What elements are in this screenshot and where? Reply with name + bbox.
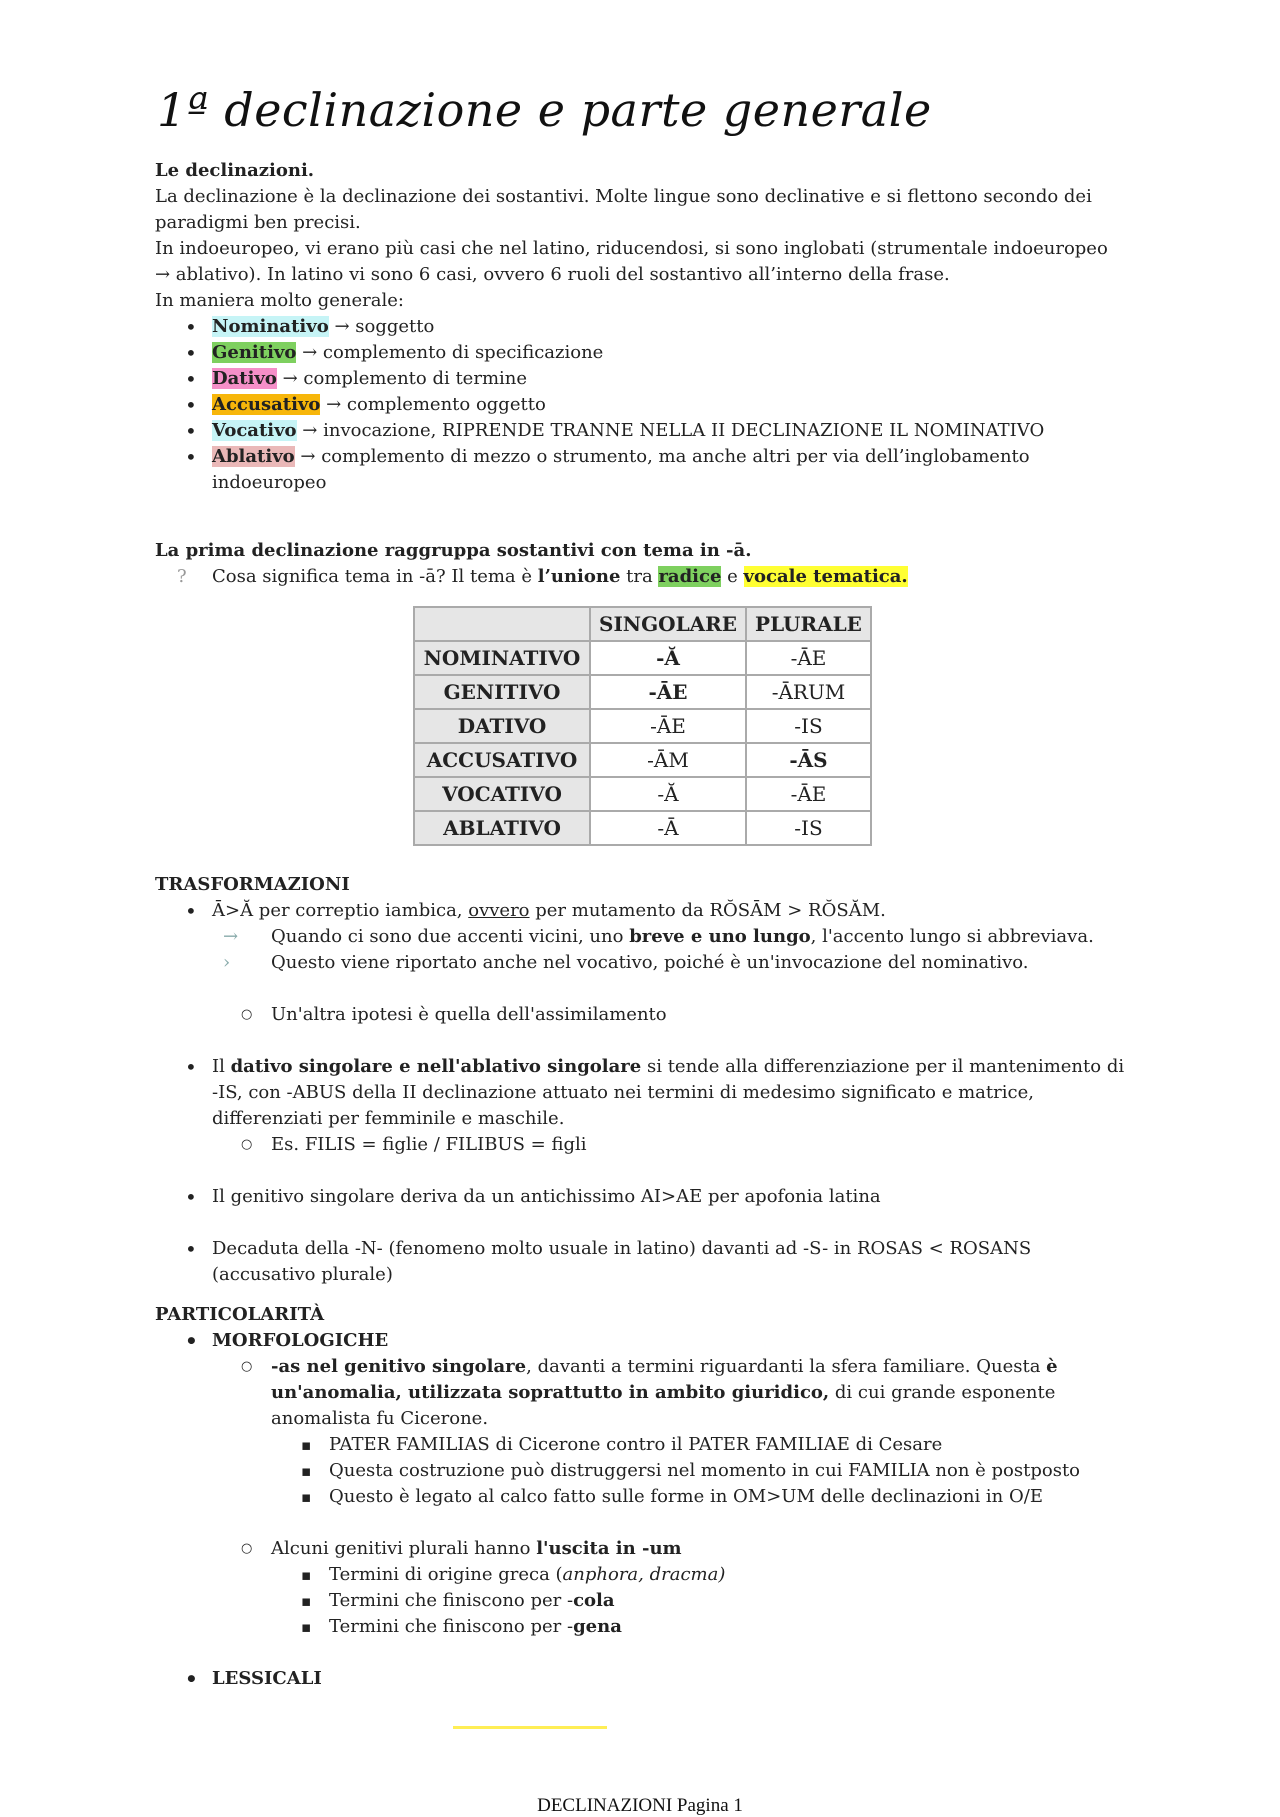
case-name: Ablativo (212, 446, 295, 467)
intro-paragraph-3: In maniera molto generale: (155, 290, 404, 311)
list-item: ▪ Questa costruzione può distruggersi nel momento in cui FAMILIA non è postposto (155, 1458, 1125, 1484)
list-item: • Ā>Ă per correptio iambica, ovvero per mutamento da RŎSĀM > RŎSĂM. (155, 898, 1125, 924)
vocale-highlight: vocale tematica. (743, 566, 908, 587)
cell-singular: -Ă (590, 777, 746, 811)
intro-paragraph-1: La declinazione è la declinazione dei sostantivi. Molte lingue sono declinative e si flettono secondo dei paradigmi ben precisi. (155, 186, 1092, 233)
arrow-item: → Quando ci sono due accenti vicini, uno breve e uno lungo, l'accento lungo si abbreviava. (155, 924, 1125, 950)
row-header: ABLATIVO (414, 811, 590, 845)
table-row (414, 709, 871, 743)
list-item: ○ -as nel genitivo singolare, davanti a termini riguardanti la sfera familiare. Questa è un'anomalia, utilizzata soprattutto in ambito giuridico, di cui grande esponente anomalista fu Cicerone. (155, 1354, 1125, 1432)
question-mark-icon: ? (177, 566, 187, 587)
list-item: ▪ Questo è legato al calco fatto sulle forme in OM>UM delle declinazioni in O/E (155, 1484, 1125, 1510)
list-item (155, 366, 1125, 392)
case-name: Accusativo (212, 394, 321, 415)
list-item (155, 314, 1125, 340)
page-footer: DECLINAZIONI Pagina 1 (537, 1795, 743, 1816)
list-item: ○ Un'altra ipotesi è quella dell'assimilamento (155, 1002, 1125, 1028)
cell-plural: -ĀE (746, 641, 871, 675)
document-page (155, 60, 1125, 1692)
cell-singular: -ĀM (590, 743, 746, 777)
trasformazioni-list (155, 898, 1125, 1288)
list-item: • Il genitivo singolare deriva da un antichissimo AI>AE per apofonia latina (155, 1184, 1125, 1210)
declension-table (413, 606, 872, 846)
case-desc: → invocazione, RIPRENDE TRANNE NELLA II DECLINAZIONE IL NOMINATIVO (302, 420, 1045, 441)
particolarita-list (155, 1328, 1125, 1692)
table-header (414, 607, 590, 641)
row-header: ACCUSATIVO (414, 743, 590, 777)
table-header: SINGOLARE (590, 607, 746, 641)
chevron-right-icon: › (223, 952, 231, 973)
list-item (155, 340, 1125, 366)
list-item (155, 444, 1125, 496)
case-name: Nominativo (212, 316, 329, 337)
list-item: • Decaduta della -N- (fenomeno molto usuale in latino) davanti ad -S- in ROSAS < ROSANS (accusativo plurale) (155, 1236, 1125, 1288)
list-item (155, 418, 1125, 444)
table-header: PLURALE (746, 607, 871, 641)
cell-singular: -Ā (590, 811, 746, 845)
list-item: ○ Alcuni genitivi plurali hanno l'uscita in -um (155, 1536, 1125, 1562)
question-bold: l’unione (537, 566, 621, 587)
arrow-item: › Questo viene riportato anche nel vocativo, poiché è un'invocazione del nominativo. (155, 950, 1125, 976)
row-header: VOCATIVO (414, 777, 590, 811)
list-item: • LESSICALI (155, 1666, 1125, 1692)
list-item (155, 392, 1125, 418)
list-item: ▪ Termini di origine greca (anphora, dracma) (155, 1562, 1125, 1588)
question-text: e (721, 566, 744, 587)
list-item: • Il dativo singolare e nell'ablativo singolare si tende alla differenziazione per il mantenimento di -IS, con -ABUS della II declinazione attuato nei termini di medesimo significato e matrice, differenziati per femminile e maschile. (155, 1054, 1125, 1132)
highlight-line (453, 1726, 607, 1729)
question-text: tra (620, 566, 659, 587)
radice-highlight: radice (658, 566, 722, 587)
cell-singular: -ĀE (590, 675, 746, 709)
intro-paragraph-2: In indoeuropeo, vi erano più casi che nel latino, riducendosi, si sono inglobati (strumentale indoeuropeo → ablativo). In latino vi sono 6 casi, ovvero 6 ruoli del sostantivo all’interno della frase. (155, 238, 1108, 285)
list-item: ▪ PATER FAMILIAS di Cicerone contro il PATER FAMILIAE di Cesare (155, 1432, 1125, 1458)
table-row (414, 743, 871, 777)
cell-singular: -Ă (590, 641, 746, 675)
cell-plural: -ĀS (746, 743, 871, 777)
cell-plural: -IS (746, 811, 871, 845)
case-desc: → complemento oggetto (326, 394, 546, 415)
row-header: DATIVO (414, 709, 590, 743)
row-header: GENITIVO (414, 675, 590, 709)
list-item: • MORFOLOGICHE (155, 1328, 1125, 1354)
cell-plural: -ĀRUM (746, 675, 871, 709)
case-desc: → complemento di mezzo o strumento, ma anche altri per via dell’inglobamento indoeuropeo (212, 446, 1030, 493)
list-item: ○ Es. FILIS = figlie / FILIBUS = figli (155, 1132, 1125, 1158)
cell-singular: -ĀE (590, 709, 746, 743)
prima-heading: La prima declinazione raggruppa sostantivi con tema in -ā. (155, 540, 752, 561)
table-row (414, 675, 871, 709)
cell-plural: -IS (746, 709, 871, 743)
case-name: Dativo (212, 368, 277, 389)
table-header-row (414, 607, 871, 641)
question-line (155, 564, 1125, 590)
case-desc: → complemento di termine (282, 368, 528, 389)
case-desc: → complemento di specificazione (302, 342, 604, 363)
arrow-icon: → (223, 926, 239, 947)
table-row (414, 811, 871, 845)
question-text: Cosa significa tema in -ā? Il tema è (212, 566, 538, 587)
case-name: Genitivo (212, 342, 297, 363)
cases-list (155, 314, 1125, 496)
table-row (414, 777, 871, 811)
intro-heading: Le declinazioni. (155, 160, 315, 181)
list-item: ▪ Termini che finiscono per -gena (155, 1614, 1125, 1640)
page-title: 1ª declinazione e parte generale (157, 83, 932, 137)
list-item: ▪ Termini che finiscono per -cola (155, 1588, 1125, 1614)
cell-plural: -ĀE (746, 777, 871, 811)
case-name: Vocativo (212, 420, 297, 441)
table-row (414, 641, 871, 675)
trasformazioni-heading: TRASFORMAZIONI (155, 874, 350, 895)
row-header: NOMINATIVO (414, 641, 590, 675)
particolarita-heading: PARTICOLARITÀ (155, 1304, 325, 1325)
case-desc: → soggetto (334, 316, 435, 337)
